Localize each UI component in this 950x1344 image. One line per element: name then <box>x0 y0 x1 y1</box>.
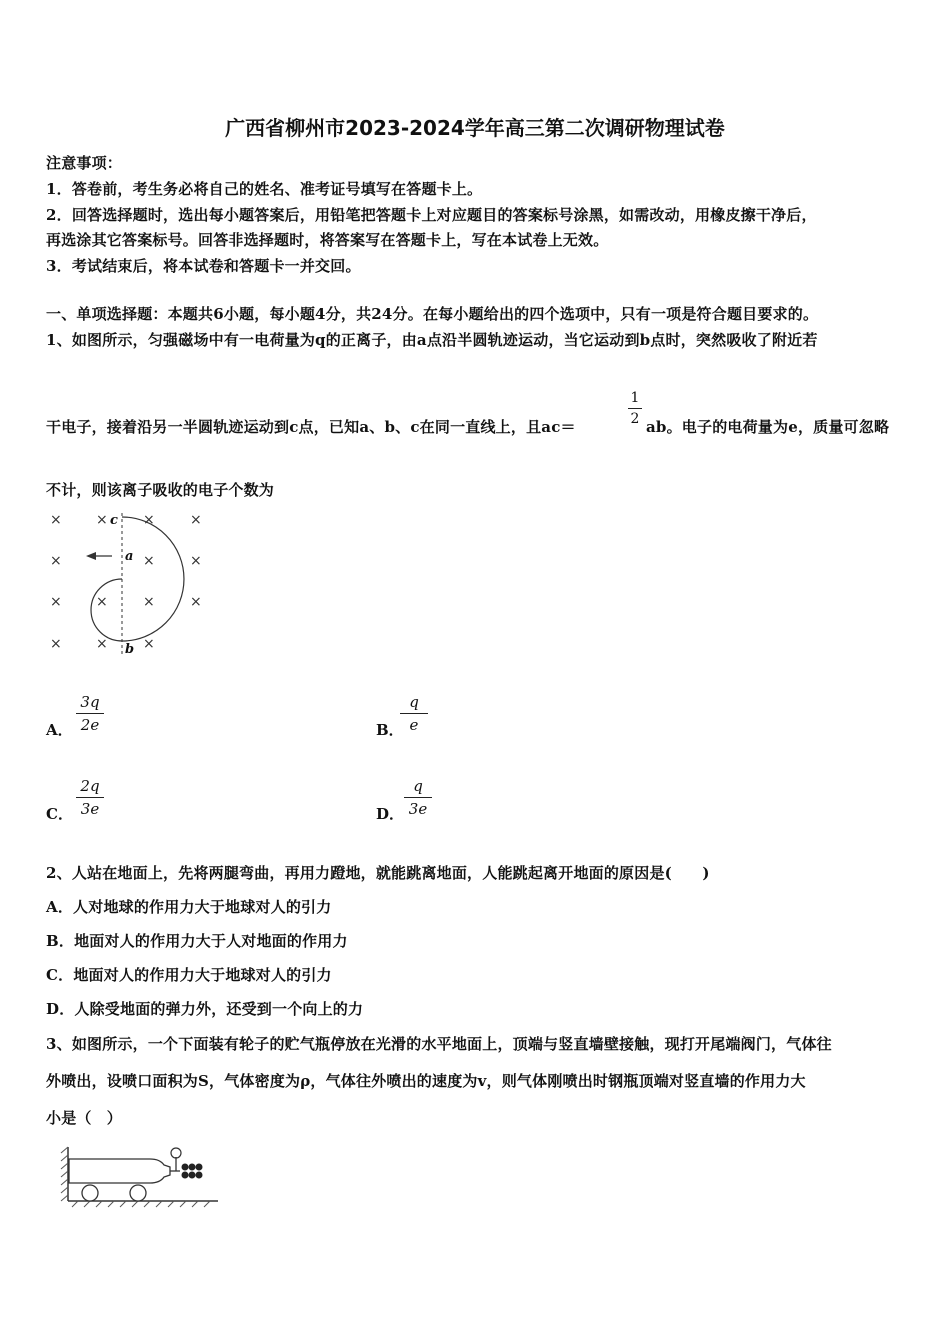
field-cross: × <box>143 594 155 610</box>
q2-option-b[interactable]: B．地面对人的作用力大于人对地面的作用力 <box>46 932 348 950</box>
option-a-fraction <box>76 693 104 734</box>
option-label: C． <box>46 805 73 823</box>
fraction-numerator: q <box>413 777 423 795</box>
field-cross: × <box>96 636 108 652</box>
option-d-fraction <box>404 777 432 818</box>
label-a: a <box>125 549 134 564</box>
notice-item-1: 1．答卷前，考生务必将自己的姓名、准考证号填写在答题卡上。 <box>46 180 483 198</box>
fraction-numerator: 2q <box>80 777 100 795</box>
fraction-numerator: 1 <box>630 390 640 406</box>
wheel-icon <box>82 1185 98 1201</box>
arrowhead-icon <box>86 552 96 560</box>
gas-jet-icon <box>182 1164 203 1179</box>
field-cross: × <box>190 512 202 528</box>
fraction-bar <box>76 713 104 714</box>
option-b-fraction <box>400 693 428 734</box>
fraction-bar <box>404 797 432 798</box>
wheel-icon <box>130 1185 146 1201</box>
label-c: c <box>110 513 118 528</box>
q2-option-a[interactable]: A．人对地球的作用力大于地球对人的引力 <box>46 898 332 916</box>
option-c-fraction <box>76 777 104 818</box>
q1-magnetic-field-figure <box>40 505 225 665</box>
q2-stem: 2、人站在地面上，先将两腿弯曲，再用力蹬地，就能跳离地面，人能跳起离开地面的原因是( ) <box>46 864 710 882</box>
fraction-denominator: e <box>409 716 419 734</box>
option-label: D． <box>376 805 405 823</box>
gas-cylinder <box>69 1159 170 1183</box>
field-cross: × <box>143 553 155 569</box>
q1-ratio-fraction <box>628 390 642 427</box>
option-a[interactable] <box>46 719 73 740</box>
field-cross: × <box>50 512 62 528</box>
section-heading: 一、单项选择题：本题共6小题，每小题4分，共24分。在每小题给出的四个选项中，只有一项是符合题目要求的。 <box>46 305 819 323</box>
notice-heading: 注意事项： <box>46 154 123 172</box>
fraction-bar <box>400 713 428 714</box>
notice-item-3: 3．考试结束后，将本试卷和答题卡一并交回。 <box>46 257 361 275</box>
option-label: A． <box>46 721 73 739</box>
field-cross: × <box>190 594 202 610</box>
notice-item-2: 2．回答选择题时，选出每小题答案后，用铅笔把答题卡上对应题目的答案标号涂黑，如需改动，用橡皮擦干净后， <box>46 206 817 224</box>
q2-option-c[interactable]: C．地面对人的作用力大于地球对人的引力 <box>46 966 332 984</box>
q1-stem-line2b: ab。电子的电荷量为e，质量可忽略 <box>646 418 890 436</box>
field-cross: × <box>96 594 108 610</box>
page-title: 广西省柳州市2023-2024学年高三第二次调研物理试卷 <box>225 116 725 140</box>
field-cross: × <box>50 594 62 610</box>
option-c[interactable] <box>46 803 73 824</box>
field-cross: × <box>96 512 108 528</box>
fraction-denominator: 3e <box>408 800 428 818</box>
q3-stem-line1: 3、如图所示，一个下面装有轮子的贮气瓶停放在光滑的水平地面上，顶端与竖直墙壁接触，现打开尾端阀门，气体往 <box>46 1035 832 1053</box>
field-cross: × <box>50 553 62 569</box>
q1-stem-line1: 1、如图所示，匀强磁场中有一电荷量为q的正离子，由a点沿半圆轨迹运动，当它运动到b点时，突然吸收了附近若 <box>46 331 818 349</box>
label-b: b <box>125 642 135 657</box>
fraction-numerator: 3q <box>80 693 100 711</box>
field-cross: × <box>143 512 155 528</box>
fraction-bar <box>628 408 642 409</box>
option-label: B． <box>376 721 404 739</box>
fraction-bar <box>76 797 104 798</box>
fraction-denominator: 3e <box>80 800 100 818</box>
field-cross: × <box>190 553 202 569</box>
small-semicircle-trajectory <box>91 579 122 641</box>
q1-stem-line3: 不计，则该离子吸收的电子个数为 <box>46 481 275 499</box>
ground-hatching <box>72 1201 210 1207</box>
q3-stem-line3: 小是（ ） <box>46 1109 123 1127</box>
fraction-numerator: q <box>409 693 419 711</box>
q3-gas-cylinder-figure <box>58 1143 226 1209</box>
field-cross: × <box>50 636 62 652</box>
large-semicircle-trajectory <box>122 517 184 641</box>
q3-stem-line2: 外喷出，设喷口面积为S，气体密度为ρ，气体往外喷出的速度为v，则气体刚喷出时钢瓶顶端对竖直墙的作用力大 <box>46 1072 806 1090</box>
notice-item-2-cont: 再选涂其它答案标号。回答非选择题时，将答案写在答题卡上，写在本试卷上无效。 <box>46 231 609 249</box>
field-cross: × <box>143 636 155 652</box>
fraction-denominator: 2 <box>630 411 640 427</box>
fraction-denominator: 2e <box>80 716 100 734</box>
wall-hatching <box>61 1147 68 1201</box>
q2-option-d[interactable]: D．人除受地面的弹力外，还受到一个向上的力 <box>46 1000 364 1018</box>
option-d[interactable] <box>376 803 404 824</box>
q1-stem-line2a: 干电子，接着沿另一半圆轨迹运动到c点，已知a、b、c在同一直线上，且ac＝ <box>46 418 576 436</box>
valve-handle-icon <box>171 1148 181 1158</box>
